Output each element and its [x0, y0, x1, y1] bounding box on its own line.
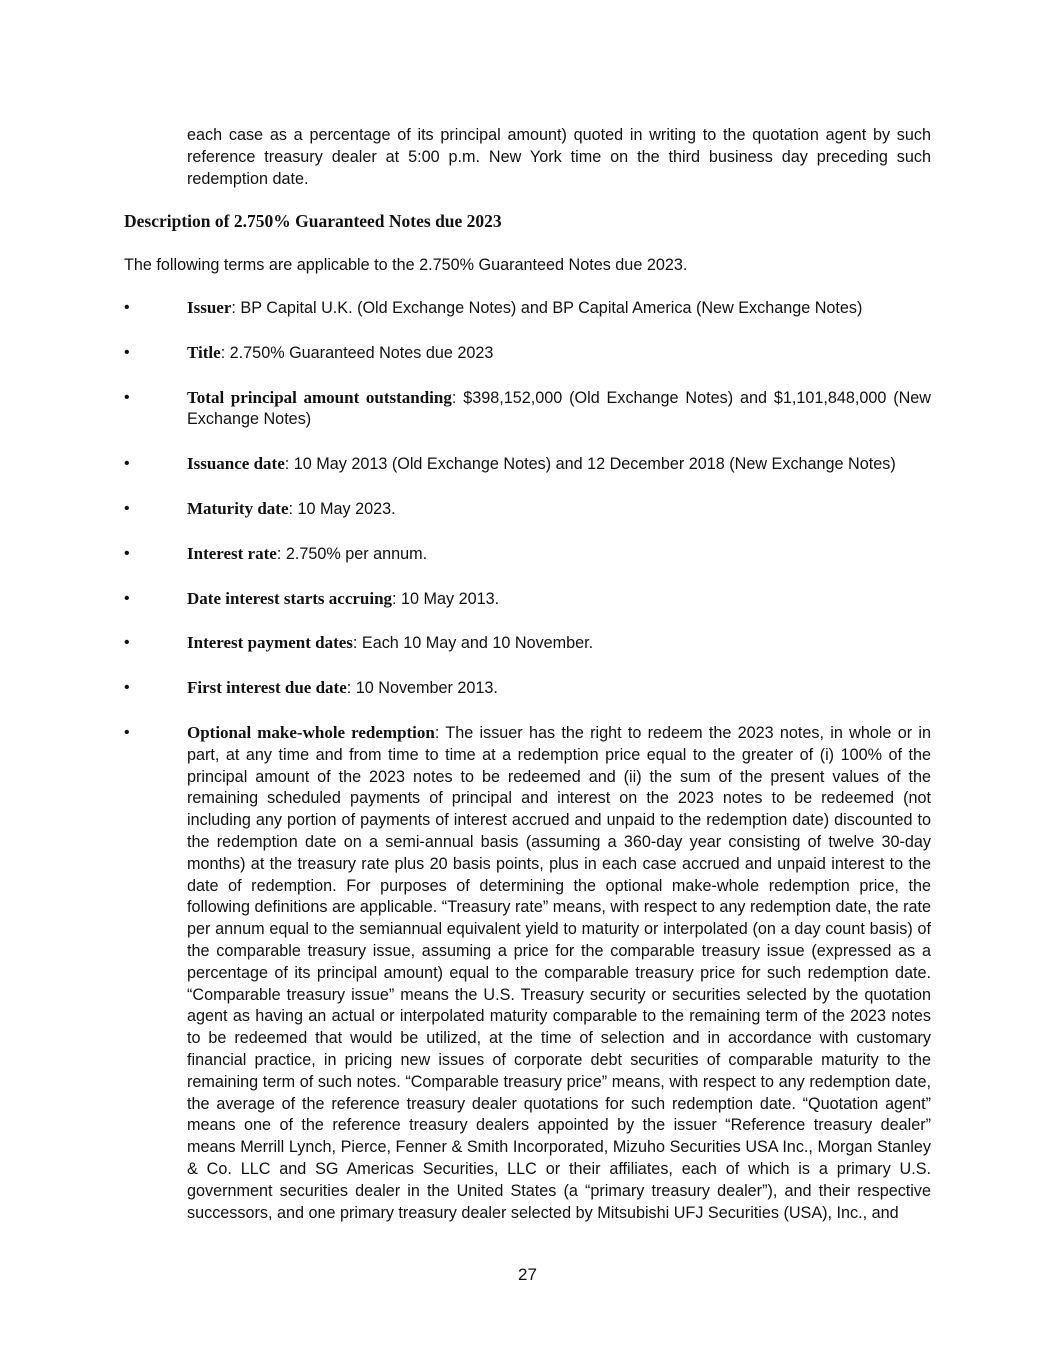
term-value: : The issuer has the right to redeem the 2023 notes, in whole or in part, at any time and from time to time at a redemption price equal to the greater of (i) 100% of the principal amount of the 2023 notes to be redeemed and (ii) the sum of the present values of the remaining scheduled payments of principal and interest on the 2023 notes to be redeemed (not including any portion of payments of interest accrued and unpaid to the redemption date) discounted to the redemption date on a semi-annual basis (assuming a 360-day year consisting of twelve 30-day months) at the treasury rate plus 20 basis points, plus in each case accrued and unpaid interest to the date of redemption. For purposes of determining the optional make-whole redemption price, the following definitions are applicable. “Treasury rate” means, with respect to any redemption date, the rate per annum equal to the semiannual equivalent yield to maturity or interpolated (on a day count basis) of the comparable treasury issue, assuming a price for the comparable treasury issue (expressed as a percentage of its principal amount) equal to the comparable treasury price for such redemption date. “Comparable treasury issue” means the U.S. Treasury security or securities selected by the quotation agent as having an actual or interpolated maturity comparable to the remaining term of the 2023 notes to be redeemed that would be utilized, at the time of selection and in accordance with customary financial practice, in pricing new issues of corporate debt securities of comparable maturity to the remaining term of such notes. “Comparable treasury price” means, with respect to any redemption date, the average of the reference treasury dealer quotations for such redemption date. “Quotation agent” means one of the reference treasury dealers appointed by the issuer “Reference treasury dealer” means Merrill Lynch, Pierce, Fenner & Smith Incorporated, Mizuho Securities USA Inc., Morgan Stanley & Co. LLC and SG Americas Securities, LLC or their affiliates, each of which is a primary U.S. government securities dealer in the United States (a “primary treasury dealer”), and their respective successors, and one primary treasury dealer selected by Mitsubishi UFJ Securities (USA), Inc., and: [187, 723, 931, 1222]
term-value: : $398,152,000 (Old Exchange Notes) and $1,101,848,000 (New Exchange Notes): [187, 388, 932, 429]
term-maturity-date: [124, 498, 931, 521]
bullet-icon: •: [124, 388, 130, 406]
term-value: : 2.750% per annum.: [276, 544, 428, 563]
intro-paragraph: The following terms are applicable to the 2.750% Guaranteed Notes due 2023.: [124, 256, 688, 274]
bullet-icon: •: [124, 544, 130, 562]
term-label: Maturity date: [187, 498, 289, 518]
bullet-icon: •: [124, 455, 130, 473]
term-value: : 10 November 2013.: [346, 679, 498, 698]
bullet-icon: •: [124, 499, 130, 517]
term-payment-dates: [124, 632, 931, 655]
section-heading: Description of 2.750% Guaranteed Notes due 2023: [124, 211, 502, 231]
continuation-paragraph: each case as a percentage of its principal amount) quoted in writing to the quotation agent by such reference treasury dealer at 5:00 p.m. New York time on the third business day preceding such redemption date.: [187, 126, 931, 188]
term-label: Optional make-whole redemption: [187, 722, 435, 742]
term-label: First interest due date: [187, 678, 347, 698]
term-interest-rate: [124, 543, 931, 566]
bullet-icon: •: [124, 634, 130, 652]
term-issuer: [124, 297, 931, 320]
bullet-icon: •: [124, 723, 130, 741]
page-number: 27: [518, 1265, 537, 1284]
term-label: Interest payment dates: [187, 633, 353, 653]
bullet-icon: •: [124, 589, 130, 607]
term-value: : 10 May 2013.: [392, 589, 500, 608]
term-label: Interest rate: [187, 543, 277, 563]
term-value: : BP Capital U.K. (Old Exchange Notes) and BP Capital America (New Exchange Notes): [231, 299, 863, 317]
term-label: Title: [187, 342, 221, 362]
term-label: Date interest starts accruing: [187, 588, 393, 608]
term-value: : Each 10 May and 10 November.: [352, 634, 594, 653]
term-value: : 10 May 2023.: [288, 499, 396, 518]
term-label: Issuance date: [187, 454, 285, 474]
term-total-principal: [124, 387, 931, 432]
term-label: Total principal amount outstanding: [187, 387, 452, 407]
terms-list: [124, 297, 931, 1246]
term-value: : 2.750% Guaranteed Notes due 2023: [220, 343, 494, 362]
bullet-icon: •: [124, 343, 130, 361]
bullet-icon: •: [124, 299, 130, 316]
bullet-icon: •: [124, 679, 130, 697]
term-value: : 10 May 2013 (Old Exchange Notes) and 12 December 2018 (New Exchange Notes): [284, 455, 896, 474]
term-interest-accrual: [124, 588, 931, 611]
term-first-interest-date: [124, 677, 931, 700]
term-title: [124, 342, 931, 365]
term-issuance-date: [124, 453, 931, 476]
term-make-whole-redemption: [124, 722, 931, 1224]
term-label: Issuer: [187, 298, 232, 317]
